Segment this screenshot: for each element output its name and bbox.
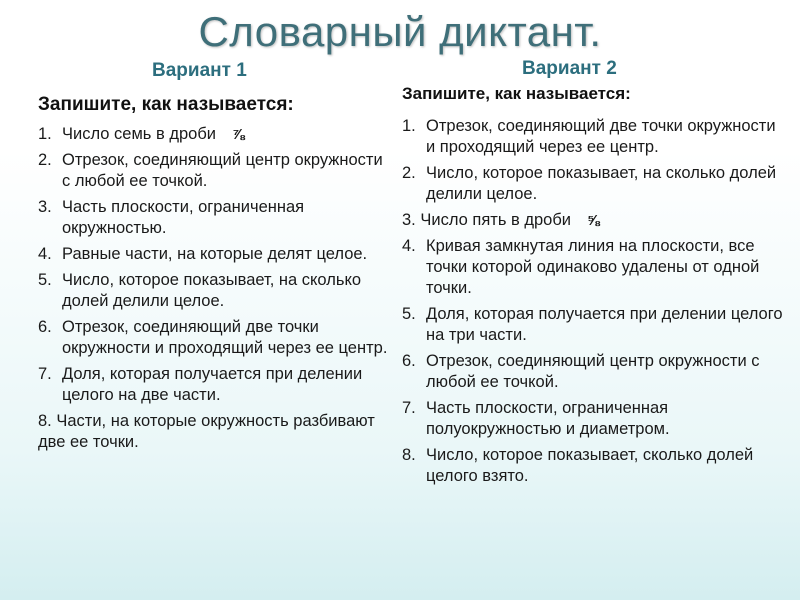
- slide-title: Словарный диктант.: [198, 8, 602, 55]
- variant-2-label: Вариант 2: [522, 58, 617, 79]
- list-item: 2. Отрезок, соединяющий центр окружности с любой ее точкой.: [38, 151, 383, 190]
- list-item: 3. Число пять в дроби ⅝: [402, 211, 600, 229]
- list-item: 5. Число, которое показывает, на сколько долей делили целое.: [38, 271, 362, 310]
- list-item: 6. Отрезок, соединяющий две точки окружности и проходящий через ее центр.: [38, 318, 388, 357]
- list-item: 3. Часть плоскости, ограниченная окружностью.: [38, 198, 305, 237]
- variant-1-list: [38, 124, 388, 458]
- variant-1-label: Вариант 1: [152, 60, 247, 81]
- list-item: 8. Число, которое показывает, сколько долей целого взято.: [402, 446, 754, 485]
- fraction-seven-eighths: ⅞: [232, 126, 245, 143]
- list-item: 8. Части, на которые окружность разбивают две ее точки.: [38, 412, 375, 451]
- fraction-five-eighths: ⅝: [587, 212, 600, 229]
- variant-2-heading: Запишите, как называется:: [402, 84, 631, 103]
- list-item: 2. Число, которое показывает, на сколько долей делили целое.: [402, 164, 777, 203]
- list-item: 6. Отрезок, соединяющий центр окружности с любой ее точкой.: [402, 352, 760, 391]
- list-item: 5. Доля, которая получается при делении целого на три части.: [402, 305, 783, 344]
- variant-1-heading: Запишите, как называется:: [38, 94, 294, 115]
- variant-2-list: [402, 116, 787, 492]
- list-item: 1. Отрезок, соединяющий две точки окружности и проходящий через ее центр.: [402, 117, 776, 156]
- list-item: 1. Число семь в дроби ⅞: [38, 125, 245, 143]
- list-item: 7. Доля, которая получается при делении целого на две части.: [38, 365, 363, 404]
- list-item: 4. Кривая замкнутая линия на плоскости, все точки которой одинаково удалены от одной точки.: [402, 237, 760, 297]
- list-item: 7. Часть плоскости, ограниченная полуокружностью и диаметром.: [402, 399, 670, 438]
- list-item: 4. Равные части, на которые делят целое.: [38, 245, 368, 263]
